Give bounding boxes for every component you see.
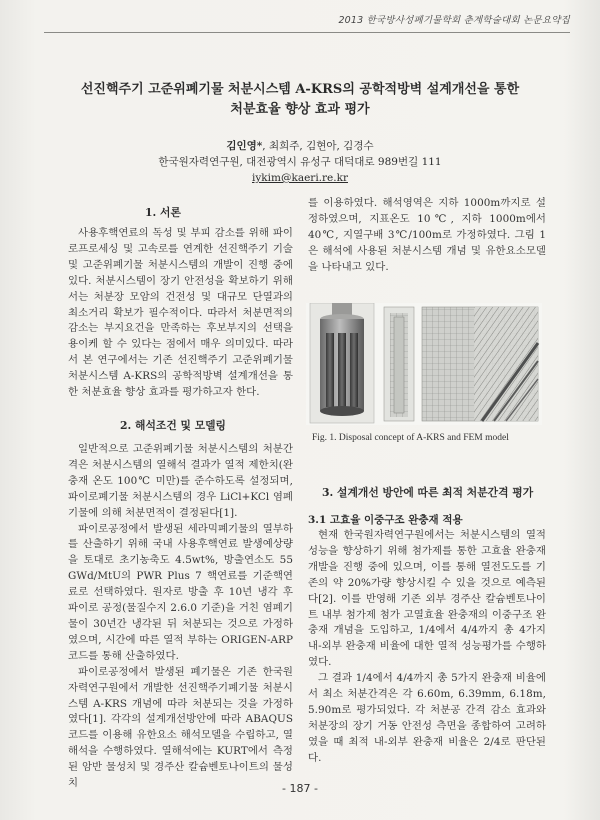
title-line-1: 선진핵주기 고준위폐기물 처분시스템 A-KRS의 공학적방벽 설계개선을 통한 (80, 82, 520, 97)
section-3-body (308, 528, 546, 767)
canister-bottom (320, 406, 364, 416)
section-3-heading: 3. 설계개선 방안에 따른 최적 처분간격 평가 (322, 486, 534, 499)
section-1-paragraph: 사용후핵연료의 독성 및 부피 감소를 위해 파이로프로세싱 및 고속로를 연계한 선진핵주기 기술 및 고준위폐기물 처분시스템의 개발이 진행 중에 있다. 처분시스템이 장기 안전성을 확보하기 위해서는 처분장 모암의 건전성 및 대규모 단열과의 최소거리 확보가 필수적이다. 따라서 처분면적의 감소는 부지요건을 만족하는 후보부지의 선택을 용이케 할 수 있다는 점에서 매우 의미있다. 따라서 본 연구에서는 기존 선진핵주기 고준위폐기물 처분시스템 A-KRS의 공학적방벽 설계개선을 통한 처분효율 향상 효과를 평가하고자 한다. (68, 227, 293, 399)
waste-stack-1 (326, 333, 334, 407)
author-email[interactable]: iykim@kaeri.re.kr (252, 172, 348, 184)
section-2-paragraph-2: 파이로공정에서 발생된 세라믹폐기물의 열부하를 산출하기 위해 국내 사용후핵연료 발생예상량을 토대로 초기농축도 4.5wt%, 방출연소도 55 GWd/MtU의 PWR Plus 7 핵연료를 기준핵연료로 선택하였다. 원자로 방출 후 10년 냉각 후 파이로 공정(물질수지 2.6.0 기준)을 거친 염폐기물이 30년간 냉각된 뒤 처분되는 것으로 가정하였으며, 시간에 따른 열적 부하는 ORIGEN-ARP 코드를 통해 산출하였다. (68, 522, 293, 662)
section-3-paragraph-1: 현재 한국원자력연구원에서는 처분시스템의 열적성능을 향상하기 위해 첨가제를 통한 고효율 완충재 개발을 진행 중에 있으며, 이를 통해 열전도도를 기존의 약 20%가량 향상시킬 수 있을 것으로 예측된다[2]. 이를 반영해 기존 외부 경주산 칼슘벤토나이트 내부 첨가제 첨가 고열효율 완충재의 이중구조 완충재 개념을 도입하고, 1/4에서 4/4까지 총 4가지 내-외부 완충재 비율에 대한 열적 성능평가를 수행하였다. (308, 529, 546, 669)
section-1-heading: 1. 서론 (145, 206, 181, 219)
section-2-paragraph-1: 일반적으로 고준위폐기물 처분시스템의 처분간격은 처분시스템의 열해석 결과가 열적 제한치(완충재 온도 100℃ 미만)를 준수하도록 설정되며, 파이로폐기물 처분시스템의 경우 LiCl+KCl 염폐기물에 의해 처분면적이 결정된다[1]. (68, 443, 293, 519)
section-2-paragraph-3: 파이로공정에서 발생된 폐기물은 기존 한국원자력연구원에서 개발한 선진핵주기폐기물 처분시스템 A-KRS 개념에 따라 처분되는 것을 가정하였다[1]. 각각의 설계개선방안에 따라 ABAQUS 코드를 이용해 유한요소 해석모델을 수립하고, 열해석을 수행하였다. 열해석에는 KURT에서 측정된 암반 물성치 및 경주산 칼슘벤토나이트의 물성치 (68, 665, 293, 790)
waste-stack-3 (350, 333, 358, 407)
waste-stack-2 (338, 333, 346, 407)
figure-1-caption: Fig. 1. Disposal concept of A-KRS and FEM model (312, 433, 509, 443)
figure-1 (306, 303, 542, 425)
section-3-paragraph-2: 그 결과 1/4에서 4/4까지 총 5가지 완충재 비율에서 최소 처분간격은 각 6.60m, 6.39mm, 6.18m, 5.90m로 평가되었다. 각 처분공 간격 감소 효과와 처분장의 장기 거동 안전성 측면을 종합하여 고려하였을 때 최적 내-외부 완충재 비율은 2/4로 판단된다. (308, 672, 546, 764)
co-authors: , 최희주, 김현아, 김경수 (262, 140, 374, 152)
figure-1-illustration (306, 303, 542, 425)
author-list (40, 138, 560, 155)
section-2-continued (308, 196, 546, 276)
running-header: 2013 한국방사성폐기물학회 춘계학술대회 논문요약집 (338, 15, 570, 26)
header-rule (44, 32, 570, 33)
main-author: 김인영 (226, 140, 257, 152)
section-3-1-heading: 3.1 고효율 이중구조 완충재 적용 (308, 514, 463, 526)
paper-title (40, 80, 560, 120)
page-number: - 187 - (282, 782, 318, 795)
title-line-2: 처분효율 향상 효과 평가 (230, 102, 370, 117)
section-1-body (68, 226, 293, 401)
fem-column-core (394, 317, 404, 413)
section-2-body (68, 442, 293, 792)
section-2-heading: 2. 해석조건 및 모델링 (120, 419, 226, 432)
section-2-continued-paragraph: 를 이용하였다. 해석영역은 지하 1000m까지로 설정하였으며, 지표온도 10℃, 지하 1000m에서 40℃, 지열구배 3℃/100m로 가정하였다. 그림 1은 해석에 사용된 처분시스템 개념 및 유한요소모델을 나타내고 있다. (308, 197, 546, 273)
corresponding-mark: * (256, 140, 263, 152)
affiliation: 한국원자력연구원, 대전광역시 유성구 대덕대로 989번길 111 (158, 156, 442, 168)
deposition-hole-top (332, 303, 352, 315)
